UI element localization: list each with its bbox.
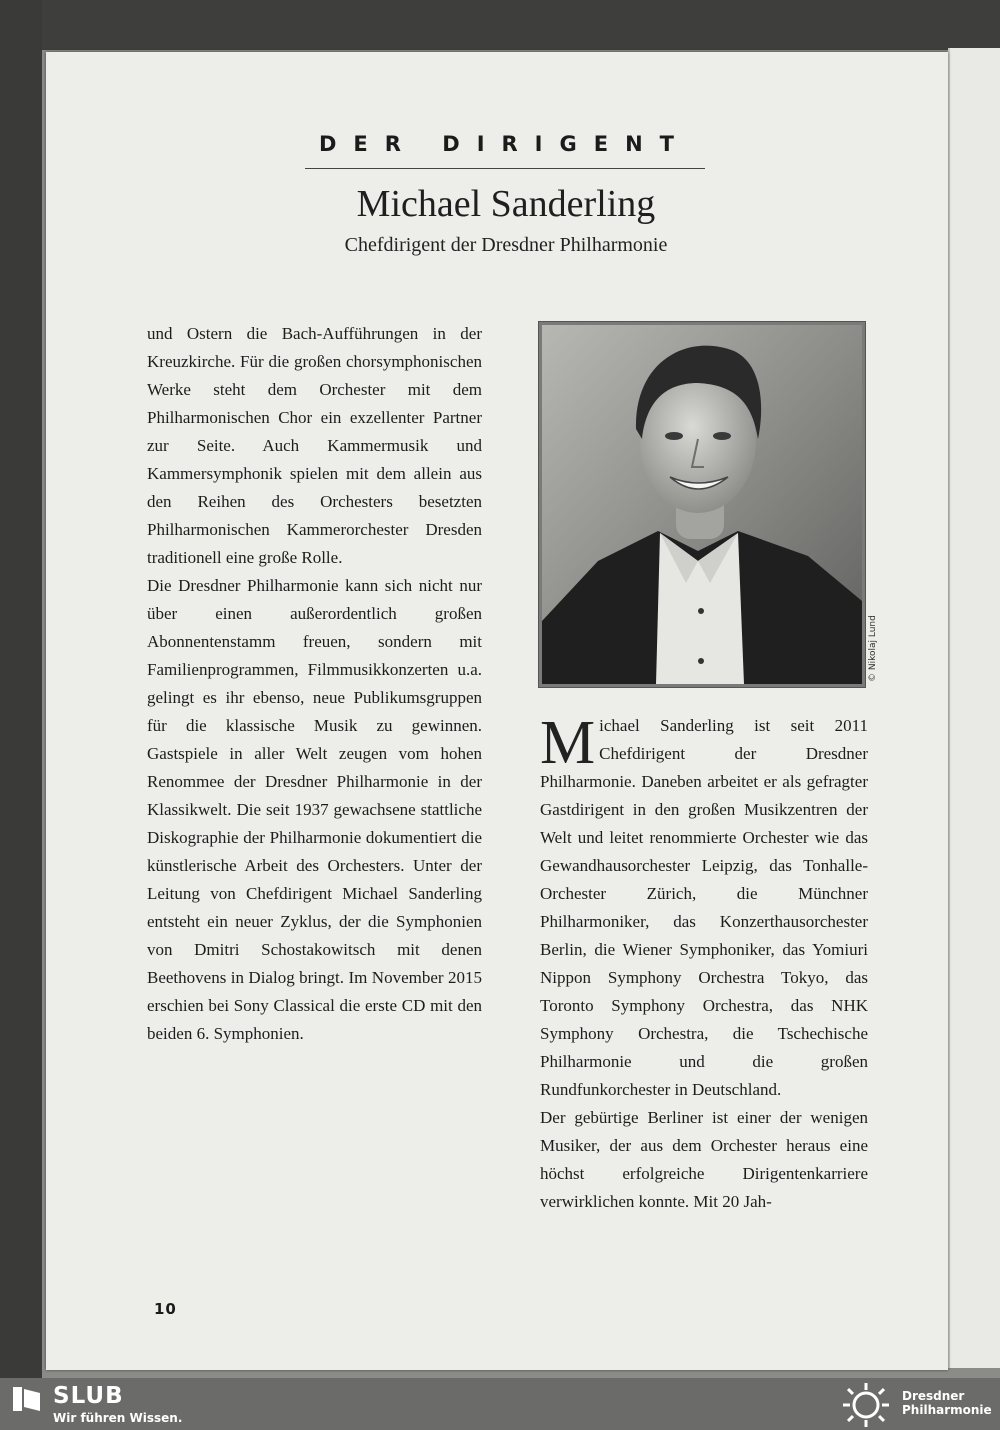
library-name: SLUB [53, 1383, 124, 1409]
section-label: DER DIRIGENT [319, 132, 691, 156]
left-paragraph: Die Dresdner Philharmonie kann sich nicht nur über einen außerordentlich großen Abonnentenstamm freuen, sondern mit Familienprogrammen, Filmmusikkonzerten u.a. gelingt es ihr ebenso, neue Publikumsgruppen für die klassische Musik zu gewinnen. Gastspiele in aller Welt zeugen vom hohen Renommee der Dresdner Philharmonie in der Klassikwelt. Die seit 1937 gewachsene stattliche Diskographie der Philharmonie dokumentiert die künstlerische Arbeit des Orchesters. Unter der Leitung von Chefdirigent Michael Sanderling entsteht ein neuer Zyklus, der die Symphonien von Dmitri Schostakowitsch mit denen Beethovens in Dialog bringt. Im November 2015 erschien bei Sony Classical die erste CD mit den beiden 6. Symphonien. [147, 576, 482, 1043]
slub-logo-icon [12, 1386, 42, 1412]
page-title: Michael Sanderling [356, 183, 656, 225]
orchestra-logo-icon [840, 1382, 892, 1428]
orchestra-name-line2: Philharmonie [902, 1403, 992, 1417]
orchestra-name-line1: Dresdner [902, 1389, 965, 1403]
photo-credit: © Nikolaj Lund [868, 615, 878, 682]
page-number: 10 [154, 1300, 177, 1318]
left-text-column [147, 320, 482, 1048]
right-text-column [540, 709, 868, 1216]
biography-text: ichael Sanderling ist seit 2011 Chefdirigent der Dresdner Philharmonie. Daneben arbeitet er als gefragter Gastdirigent in den großen Musikzentren der Welt und leitet renommierte Orchester wie das Gewandhausorchester Leipzig, das Tonhalle-Orchester Zürich, die Münchner Philharmoniker, das Konzerthausorchester Berlin, die Wiener Symphoniker, das Yomiuri Nippon Symphony Orchestra Tokyo, das Toronto Symphony Orchestra, das NHK Symphony Orchestra, die Tschechische Philharmonie und die großen Rundfunkorchester in Deutschland. [540, 716, 868, 1099]
biography-paragraph-2: Der gebürtige Berliner ist einer der wenigen Musiker, der aus dem Orchester heraus eine höchst erfolgreiche Dirigentenkarriere verwirklichen konnte. Mit 20 Jah- [540, 1108, 868, 1211]
left-paragraph: und Ostern die Bach-Aufführungen in der Kreuzkirche. Für die großen chorsymphonischen Werke steht dem Orchester mit dem Philharmonischen Chor ein exzellenter Partner zur Seite. Auch Kammermusik und Kammersymphonik spielen mit dem allein aus den Reihen des Orchesters besetzten Philharmonischen Kammerorchester Dresden traditionell eine große Rolle. [147, 324, 482, 567]
drop-cap: M [540, 709, 596, 777]
scan-background-top [0, 0, 1000, 50]
biography-paragraph [540, 709, 868, 1104]
orchestra-name [902, 1389, 992, 1417]
portrait-illustration [538, 321, 866, 688]
footer-bar [0, 1378, 1000, 1430]
library-tagline: Wir führen Wissen. [53, 1411, 183, 1425]
conductor-portrait-photo [538, 321, 866, 688]
header-divider [305, 168, 705, 169]
page-subtitle: Chefdirigent der Dresdner Philharmonie [344, 234, 668, 256]
